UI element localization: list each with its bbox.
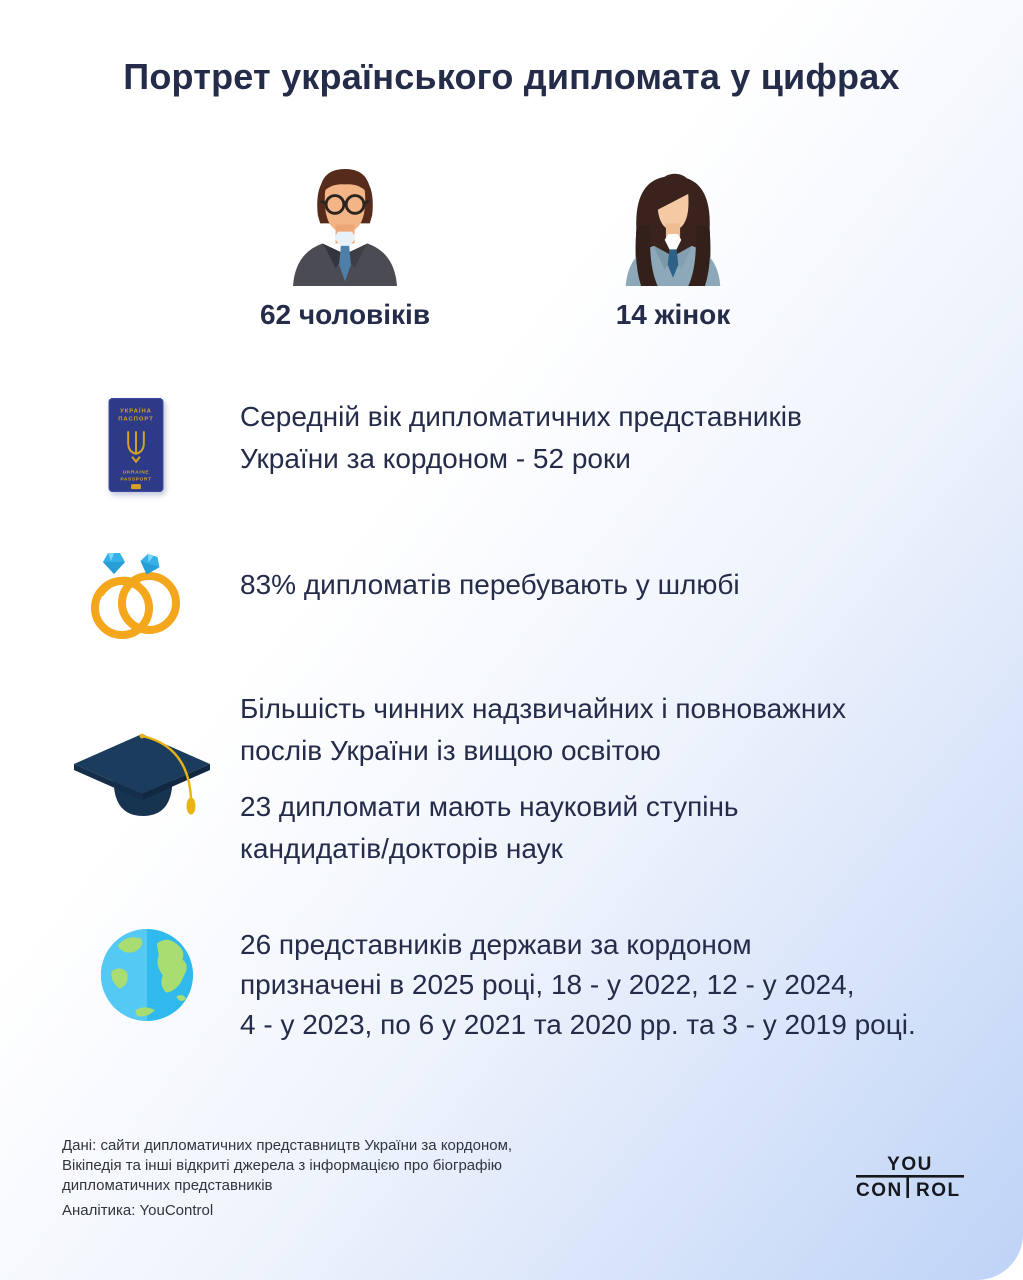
svg-text:УКРАЇНА: УКРАЇНА <box>120 408 152 415</box>
logo-con-text: CON <box>856 1180 903 1201</box>
fact-appointments <box>240 925 916 1045</box>
analytics-credit: Аналітика: YouControl <box>62 1202 214 1219</box>
fact-line: Більшість чинних надзвичайних і повноважних <box>240 693 846 724</box>
fact-line: 83% дипломатів перебувають у шлюбі <box>240 569 740 600</box>
svg-text:UKRAINE: UKRAINE <box>122 470 150 476</box>
fact-education <box>240 688 846 772</box>
diamond-icon <box>103 553 125 574</box>
source-line: Вікіпедія та інші відкриті джерела з інформацією про біографію <box>62 1157 503 1174</box>
fact-line: Середній вік дипломатичних представників <box>240 401 802 432</box>
fact-average-age <box>240 396 802 480</box>
logo-rol-text: ROL <box>916 1180 961 1201</box>
female-stat-group <box>560 156 786 331</box>
fact-line: послів України із вищою освітою <box>240 735 661 766</box>
female-count-label: 14 жінок <box>615 299 731 330</box>
male-stat-group <box>232 156 458 331</box>
wedding-rings-icon <box>86 540 186 644</box>
svg-text:PASSPORT: PASSPORT <box>120 477 152 483</box>
male-diplomat-icon <box>280 156 410 286</box>
source-line: Дані: сайти дипломатичних представництв України за кордоном, <box>62 1137 513 1154</box>
globe-icon <box>98 926 196 1024</box>
male-count-label: 62 чоловіків <box>259 299 431 330</box>
youcontrol-logo <box>856 1154 964 1206</box>
fact-line: 26 представників держави за кордоном <box>240 929 752 960</box>
fact-marriage <box>240 564 740 606</box>
fact-line: 4 - у 2023, по 6 у 2021 та 2020 рр. та 3 - у 2019 році. <box>240 1009 916 1040</box>
page-title: Портрет українського дипломата у цифрах <box>123 56 900 97</box>
fact-science-degree <box>240 786 739 870</box>
fact-line: України за кордоном - 52 роки <box>240 443 631 474</box>
svg-text:ПАСПОРТ: ПАСПОРТ <box>118 416 154 423</box>
female-diplomat-icon <box>608 156 738 286</box>
data-source-note <box>62 1136 512 1196</box>
fact-line: 23 дипломати мають науковий ступінь <box>240 791 739 822</box>
source-line: дипломатичних представників <box>62 1177 273 1194</box>
fact-line: кандидатів/докторів наук <box>240 833 563 864</box>
passport-icon <box>108 398 164 492</box>
fact-line: призначені в 2025 році, 18 - у 2022, 12 - у 2024, <box>240 969 855 1000</box>
logo-you-text: YOU <box>887 1154 933 1175</box>
graduation-cap-icon <box>70 720 215 828</box>
